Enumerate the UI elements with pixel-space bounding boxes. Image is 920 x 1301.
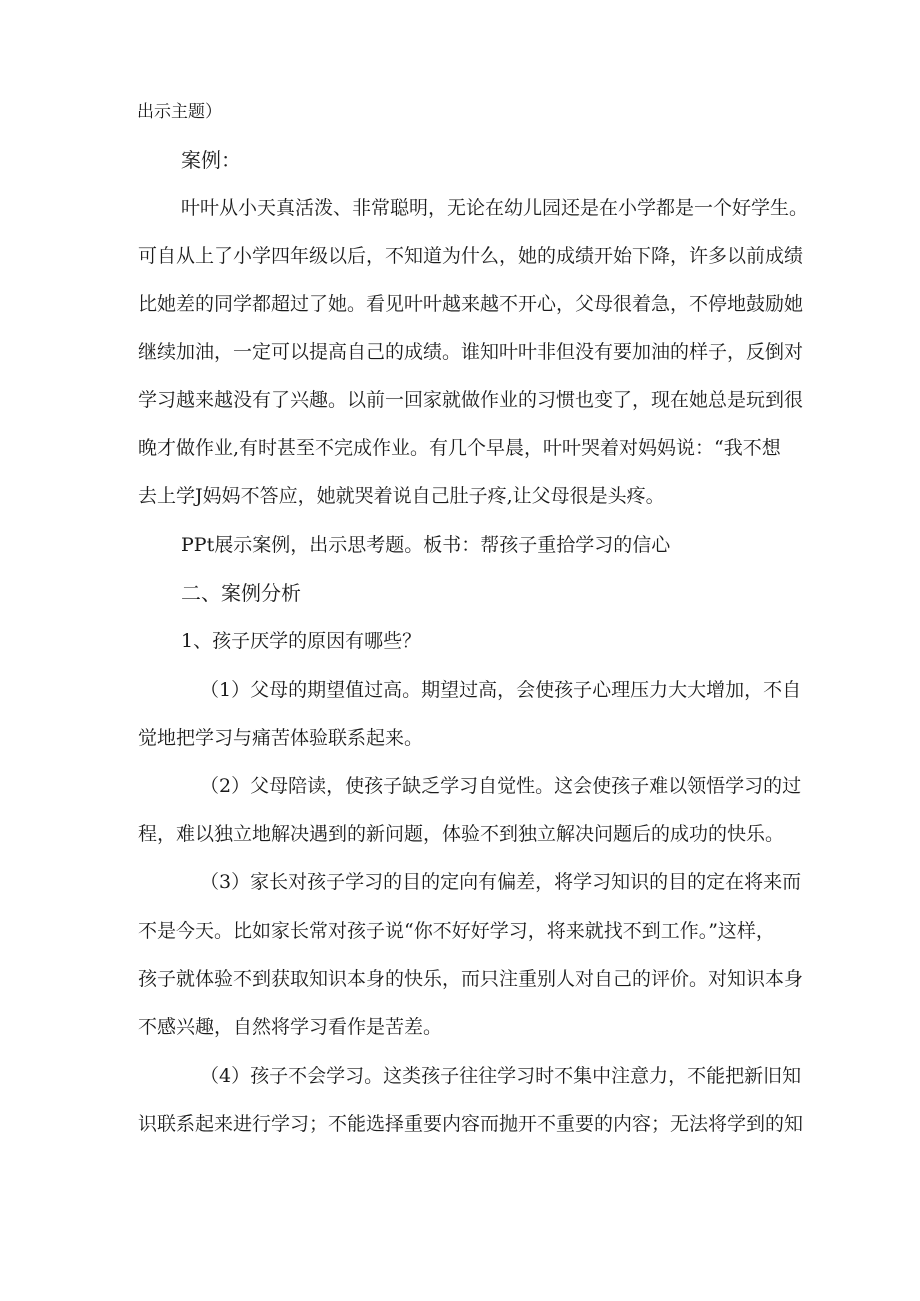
case-title: 案例： — [181, 148, 241, 172]
reason-line: （1）父母的期望值过高。期望过高，会使孩子心理压力大大增加，不自 — [200, 679, 802, 701]
reason-line: 觉地把学习与痛苦体验联系起来。 — [138, 727, 424, 749]
caption-text: 出示主题） — [137, 102, 222, 122]
reason-line: 程，难以独立地解决遇到的新问题，体验不到独立解决问题后的成功的快乐。 — [138, 823, 785, 845]
paragraph-line: 可自从上了小学四年级以后，不知道为什么，她的成绩开始下降，许多以前成绩 — [138, 245, 804, 267]
section-two-heading: 二、案例分析 — [181, 581, 301, 605]
paragraph-line: 继续加油，一定可以提高自己的成绩。谁知叶叶非但没有要加油的样子，反倒对 — [138, 341, 804, 363]
reason-line: （4）孩子不会学习。这类孩子往往学习时不集中注意力，不能把新旧知 — [200, 1065, 802, 1087]
paragraph-line: 比她差的同学都超过了她。看见叶叶越来越不开心，父母很着急，不停地鼓励她 — [138, 293, 804, 315]
reason-line: 不感兴趣，自然将学习看作是苦差。 — [138, 1016, 443, 1038]
question-one: 1、孩子厌学的原因有哪些？ — [181, 630, 422, 652]
reason-line: 不是今天。比如家长常对孩子说“你不好好学习，将来就找不到工作。”这样， — [138, 920, 775, 942]
reason-line: （3）家长对孩子学习的目的定向有偏差，将学习知识的目的定在将来而 — [200, 871, 802, 893]
paragraph-line: 去上学J妈妈不答应，她就哭着说自己肚子疼,让父母很是头疼。 — [138, 485, 665, 507]
reason-line: 识联系起来进行学习；不能选择重要内容而抛开不重要的内容；无法将学到的知 — [138, 1113, 804, 1135]
paragraph-line: 学习越来越没有了兴趣。以前一回家就做作业的习惯也变了，现在她总是玩到很 — [138, 389, 804, 411]
paragraph-line: 叶叶从小天真活泼、非常聪明，无论在幼儿园还是在小学都是一个好学生。 — [181, 197, 809, 219]
reason-line: 孩子就体验不到获取知识本身的快乐，而只注重别人对自己的评价。对知识本身 — [138, 968, 804, 990]
ppt-note: PPt展示案例，出示思考题。板书：帮孩子重拾学习的信心 — [181, 534, 671, 556]
paragraph-line: 晚才做作业,有时甚至不完成作业。有几个早晨，叶叶哭着对妈妈说：“我不想 — [138, 437, 781, 459]
reason-line: （2）父母陪读，使孩子缺乏学习自觉性。这会使孩子难以领悟学习的过 — [200, 775, 802, 797]
